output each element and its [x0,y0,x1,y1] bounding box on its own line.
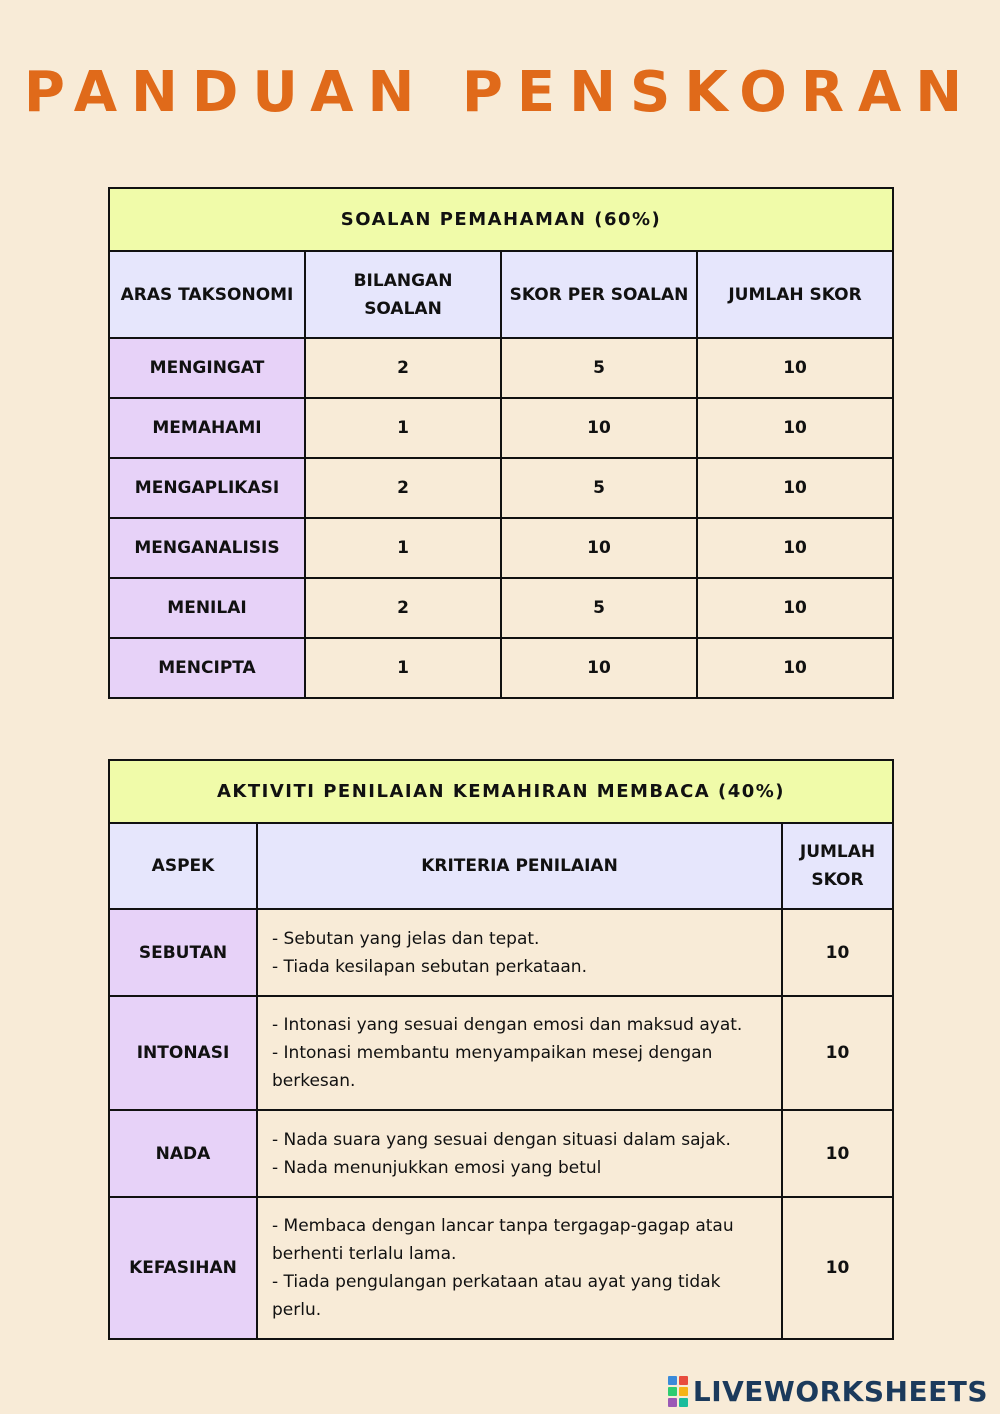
table-row [109,578,893,638]
taxonomy-label: MEMAHAMI [109,398,305,458]
score-per-question: 10 [501,638,697,698]
column-header: ARAS TAKSONOMI [109,251,305,338]
table-row [109,398,893,458]
criteria-line: - Nada suara yang sesuai dengan situasi dalam sajak. [272,1129,731,1150]
column-header: JUMLAH SKOR [697,251,893,338]
total-score: 10 [697,518,893,578]
total-score: 10 [697,638,893,698]
total-score: 10 [697,338,893,398]
page-title: PANDUAN PENSKORAN [23,60,977,125]
comprehension-scoring-table [108,187,894,699]
table-row [109,996,893,1110]
score-per-question: 10 [501,518,697,578]
taxonomy-label: MENILAI [109,578,305,638]
criteria-line: - Membaca dengan lancar tanpa tergagap-gagap atau berhenti terlalu lama. [272,1216,734,1264]
score-per-question: 5 [501,578,697,638]
question-count: 1 [305,518,501,578]
total-score: 10 [697,398,893,458]
logo-text: LIVEWORKSHEETS [692,1375,988,1408]
column-header: ASPEK [109,823,257,909]
criteria-line: - Intonasi yang sesuai dengan emosi dan maksud ayat. [272,1015,743,1035]
criteria-line: - Tiada pengulangan perkataan atau ayat yang tidak perlu. [272,1272,721,1320]
table-row [109,1197,893,1339]
table-row [109,458,893,518]
taxonomy-label: MENGANALISIS [109,518,305,578]
table-row [109,1110,893,1197]
table-row [109,909,893,996]
aspect-label: SEBUTAN [109,909,257,996]
table-row [109,638,893,698]
taxonomy-label: MENGINGAT [109,338,305,398]
table-banner: SOALAN PEMAHAMAN (60%) [109,188,893,251]
criteria-line: - Tiada kesilapan sebutan perkataan. [272,956,587,977]
column-header: JUMLAH SKOR [782,823,893,909]
criteria-line: - Sebutan yang jelas dan tepat. [272,928,540,949]
total-score: 10 [782,996,893,1110]
criteria-cell [257,1110,782,1197]
score-per-question: 10 [501,398,697,458]
taxonomy-label: MENGAPLIKASI [109,458,305,518]
total-score: 10 [782,1197,893,1339]
criteria-line: - Nada menunjukkan emosi yang betul [272,1157,602,1178]
question-count: 2 [305,458,501,518]
aspect-label: INTONASI [109,996,257,1110]
aspect-label: KEFASIHAN [109,1197,257,1339]
column-header: SKOR PER SOALAN [501,251,697,338]
total-score: 10 [782,909,893,996]
column-header: KRITERIA PENILAIAN [257,823,782,909]
question-count: 2 [305,338,501,398]
taxonomy-label: MENCIPTA [109,638,305,698]
criteria-cell [257,996,782,1110]
liveworksheets-logo-icon [668,1376,688,1407]
question-count: 2 [305,578,501,638]
total-score: 10 [782,1110,893,1197]
table-banner: AKTIVITI PENILAIAN KEMAHIRAN MEMBACA (40%) [109,760,893,823]
aspect-label: NADA [109,1110,257,1197]
table-row [109,338,893,398]
total-score: 10 [697,458,893,518]
criteria-line: - Intonasi membantu menyampaikan mesej dengan berkesan. [272,1043,713,1091]
column-header: BILANGAN SOALAN [305,251,501,338]
score-per-question: 5 [501,338,697,398]
question-count: 1 [305,398,501,458]
criteria-cell [257,1197,782,1339]
total-score: 10 [697,578,893,638]
reading-assessment-table [108,759,894,1340]
table-row [109,518,893,578]
criteria-cell [257,909,782,996]
score-per-question: 5 [501,458,697,518]
liveworksheets-logo[interactable] [668,1375,988,1408]
question-count: 1 [305,638,501,698]
